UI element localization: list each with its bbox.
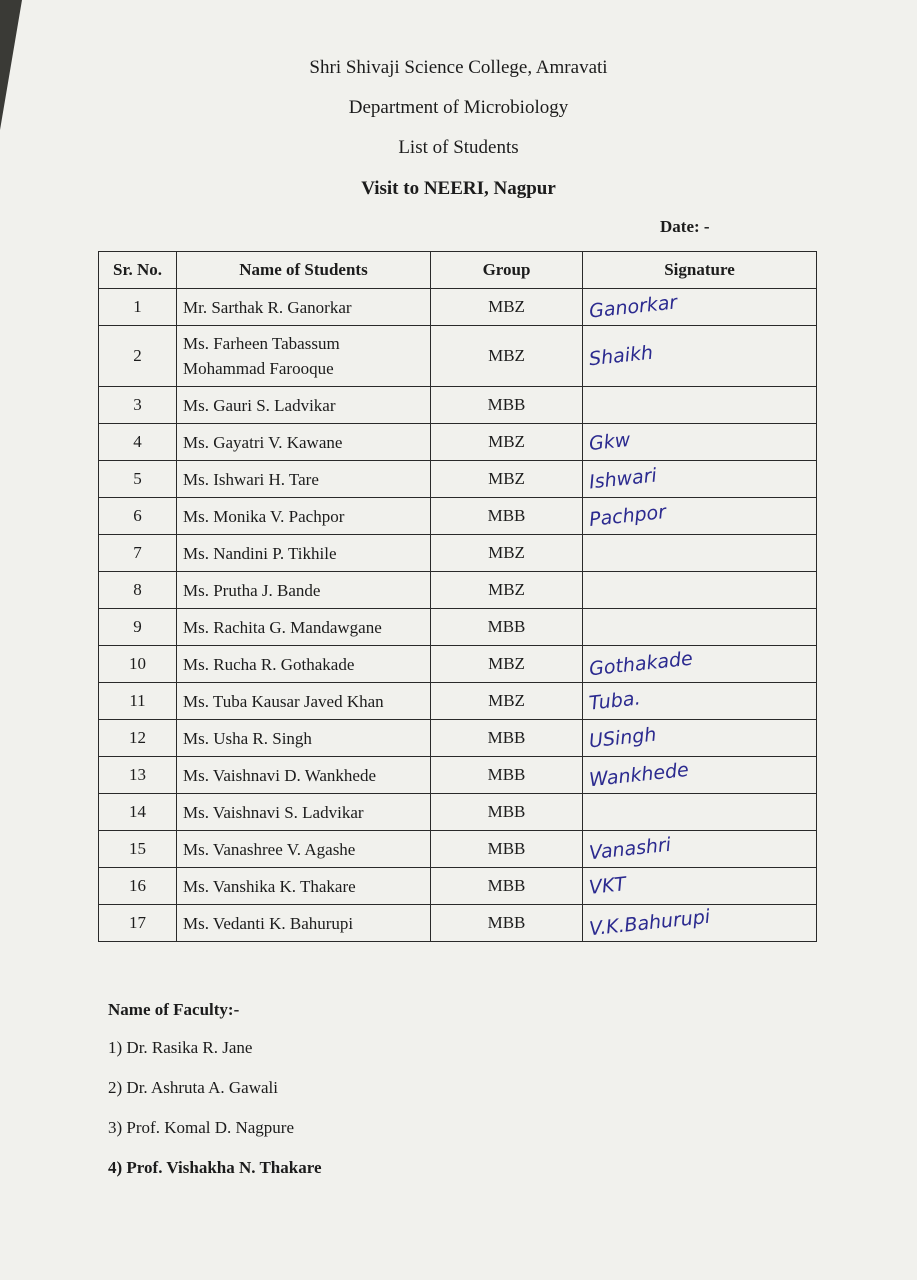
group-cell: MBB: [431, 498, 583, 535]
signature-cell: [583, 535, 817, 572]
signature-cell: [583, 326, 817, 387]
signature-cell: [583, 868, 817, 905]
visit-title: Visit to NEERI, Nagpur: [361, 178, 556, 199]
signature-cell: [583, 387, 817, 424]
table-row: [99, 683, 817, 720]
student-name-cell: Ms. Gauri S. Ladvikar: [177, 387, 431, 424]
sr-number-cell: 2: [99, 326, 177, 387]
student-name-cell: Ms. Ishwari H. Tare: [177, 461, 431, 498]
student-name-cell: Ms. Monika V. Pachpor: [177, 498, 431, 535]
faculty-member: 1) Dr. Rasika R. Jane: [108, 1038, 253, 1057]
signature-handwriting: Ishwari: [588, 464, 658, 494]
signature-handwriting: Vanashri: [588, 833, 673, 865]
column-header-name: Name of Students: [177, 252, 431, 289]
table-row: [99, 289, 817, 326]
student-rows: [99, 289, 817, 942]
student-name-cell: Ms. Tuba Kausar Javed Khan: [177, 683, 431, 720]
signature-cell: [583, 424, 817, 461]
signature-cell: [583, 461, 817, 498]
group-cell: MBZ: [431, 646, 583, 683]
student-name-cell: Mr. Sarthak R. Ganorkar: [177, 289, 431, 326]
table-row: [99, 757, 817, 794]
signature-handwriting: Pachpor: [588, 501, 668, 531]
sr-number-cell: 7: [99, 535, 177, 572]
sr-number-cell: 3: [99, 387, 177, 424]
table-row: [99, 905, 817, 942]
group-cell: MBZ: [431, 326, 583, 387]
sr-number-cell: 11: [99, 683, 177, 720]
group-cell: MBB: [431, 794, 583, 831]
faculty-member: 2) Dr. Ashruta A. Gawali: [108, 1078, 278, 1097]
faculty-member: 4) Prof. Vishakha N. Thakare: [108, 1158, 322, 1177]
signature-cell: [583, 609, 817, 646]
department-name: Department of Microbiology: [348, 97, 569, 118]
sr-number-cell: 1: [99, 289, 177, 326]
group-cell: MBZ: [431, 424, 583, 461]
group-cell: MBB: [431, 609, 583, 646]
signature-cell: [583, 720, 817, 757]
table-header-row: [99, 252, 817, 289]
group-cell: MBB: [431, 831, 583, 868]
signature-handwriting: VKT: [587, 873, 628, 899]
student-name-cell: Ms. Vanshika K. Thakare: [177, 868, 431, 905]
group-cell: MBB: [431, 720, 583, 757]
student-name-cell: Ms. Vaishnavi D. Wankhede: [177, 757, 431, 794]
table-row: [99, 461, 817, 498]
student-name-cell: Ms. Vaishnavi S. Ladvikar: [177, 794, 431, 831]
student-name-cell: Ms. Nandini P. Tikhile: [177, 535, 431, 572]
table-row: [99, 535, 817, 572]
group-cell: MBZ: [431, 289, 583, 326]
group-cell: MBB: [431, 387, 583, 424]
signature-handwriting: Gothakade: [588, 647, 694, 681]
table-row: [99, 387, 817, 424]
table-row: [99, 424, 817, 461]
column-header-sr: Sr. No.: [99, 252, 177, 289]
group-cell: MBZ: [431, 572, 583, 609]
sr-number-cell: 8: [99, 572, 177, 609]
group-cell: MBB: [431, 757, 583, 794]
signature-cell: [583, 905, 817, 942]
sr-number-cell: 9: [99, 609, 177, 646]
table-row: [99, 326, 817, 387]
sr-number-cell: 10: [99, 646, 177, 683]
signature-cell: [583, 757, 817, 794]
signature-handwriting: USingh: [588, 723, 658, 753]
group-cell: MBB: [431, 868, 583, 905]
student-name-cell: Ms. Vedanti K. Bahurupi: [177, 905, 431, 942]
student-name-cell: Ms. Rachita G. Mandawgane: [177, 609, 431, 646]
table-row: [99, 609, 817, 646]
signature-handwriting: V.K.Bahurupi: [588, 905, 712, 941]
table-row: [99, 646, 817, 683]
student-name-cell: Ms. Farheen Tabassum Mohammad Farooque: [177, 326, 431, 387]
student-name-cell: Ms. Prutha J. Bande: [177, 572, 431, 609]
sr-number-cell: 12: [99, 720, 177, 757]
table-row: [99, 720, 817, 757]
signature-cell: [583, 683, 817, 720]
sr-number-cell: 5: [99, 461, 177, 498]
signature-cell: [583, 498, 817, 535]
signature-cell: [583, 794, 817, 831]
sr-number-cell: 17: [99, 905, 177, 942]
signature-handwriting: Shaikh: [588, 341, 655, 371]
signature-cell: [583, 289, 817, 326]
table-row: [99, 498, 817, 535]
signature-handwriting: Tuba.: [587, 687, 642, 715]
group-cell: MBZ: [431, 535, 583, 572]
group-cell: MBZ: [431, 461, 583, 498]
faculty-member: 3) Prof. Komal D. Nagpure: [108, 1118, 295, 1137]
faculty-title: Name of Faculty:-: [108, 1000, 240, 1019]
faculty-section: [108, 1000, 322, 1198]
table-row: [99, 572, 817, 609]
group-cell: MBZ: [431, 683, 583, 720]
signature-handwriting: Wankhede: [588, 758, 690, 792]
signature-cell: [583, 831, 817, 868]
students-table: [98, 251, 817, 942]
table-row: [99, 831, 817, 868]
table-row: [99, 868, 817, 905]
student-name-cell: Ms. Vanashree V. Agashe: [177, 831, 431, 868]
college-name: Shri Shivaji Science College, Amravati: [309, 57, 608, 78]
signature-cell: [583, 572, 817, 609]
sr-number-cell: 13: [99, 757, 177, 794]
column-header-group: Group: [431, 252, 583, 289]
signature-cell: [583, 646, 817, 683]
student-name-cell: Ms. Gayatri V. Kawane: [177, 424, 431, 461]
sr-number-cell: 15: [99, 831, 177, 868]
signature-handwriting: Gkw: [587, 428, 632, 456]
student-name-cell: Ms. Usha R. Singh: [177, 720, 431, 757]
table-row: [99, 794, 817, 831]
sr-number-cell: 14: [99, 794, 177, 831]
list-title: List of Students: [398, 137, 519, 158]
group-cell: MBB: [431, 905, 583, 942]
student-name-cell: Ms. Rucha R. Gothakade: [177, 646, 431, 683]
date-label: Date: -: [660, 217, 710, 236]
sr-number-cell: 16: [99, 868, 177, 905]
column-header-signature: Signature: [583, 252, 817, 289]
signature-handwriting: Ganorkar: [588, 291, 679, 323]
sr-number-cell: 4: [99, 424, 177, 461]
sr-number-cell: 6: [99, 498, 177, 535]
